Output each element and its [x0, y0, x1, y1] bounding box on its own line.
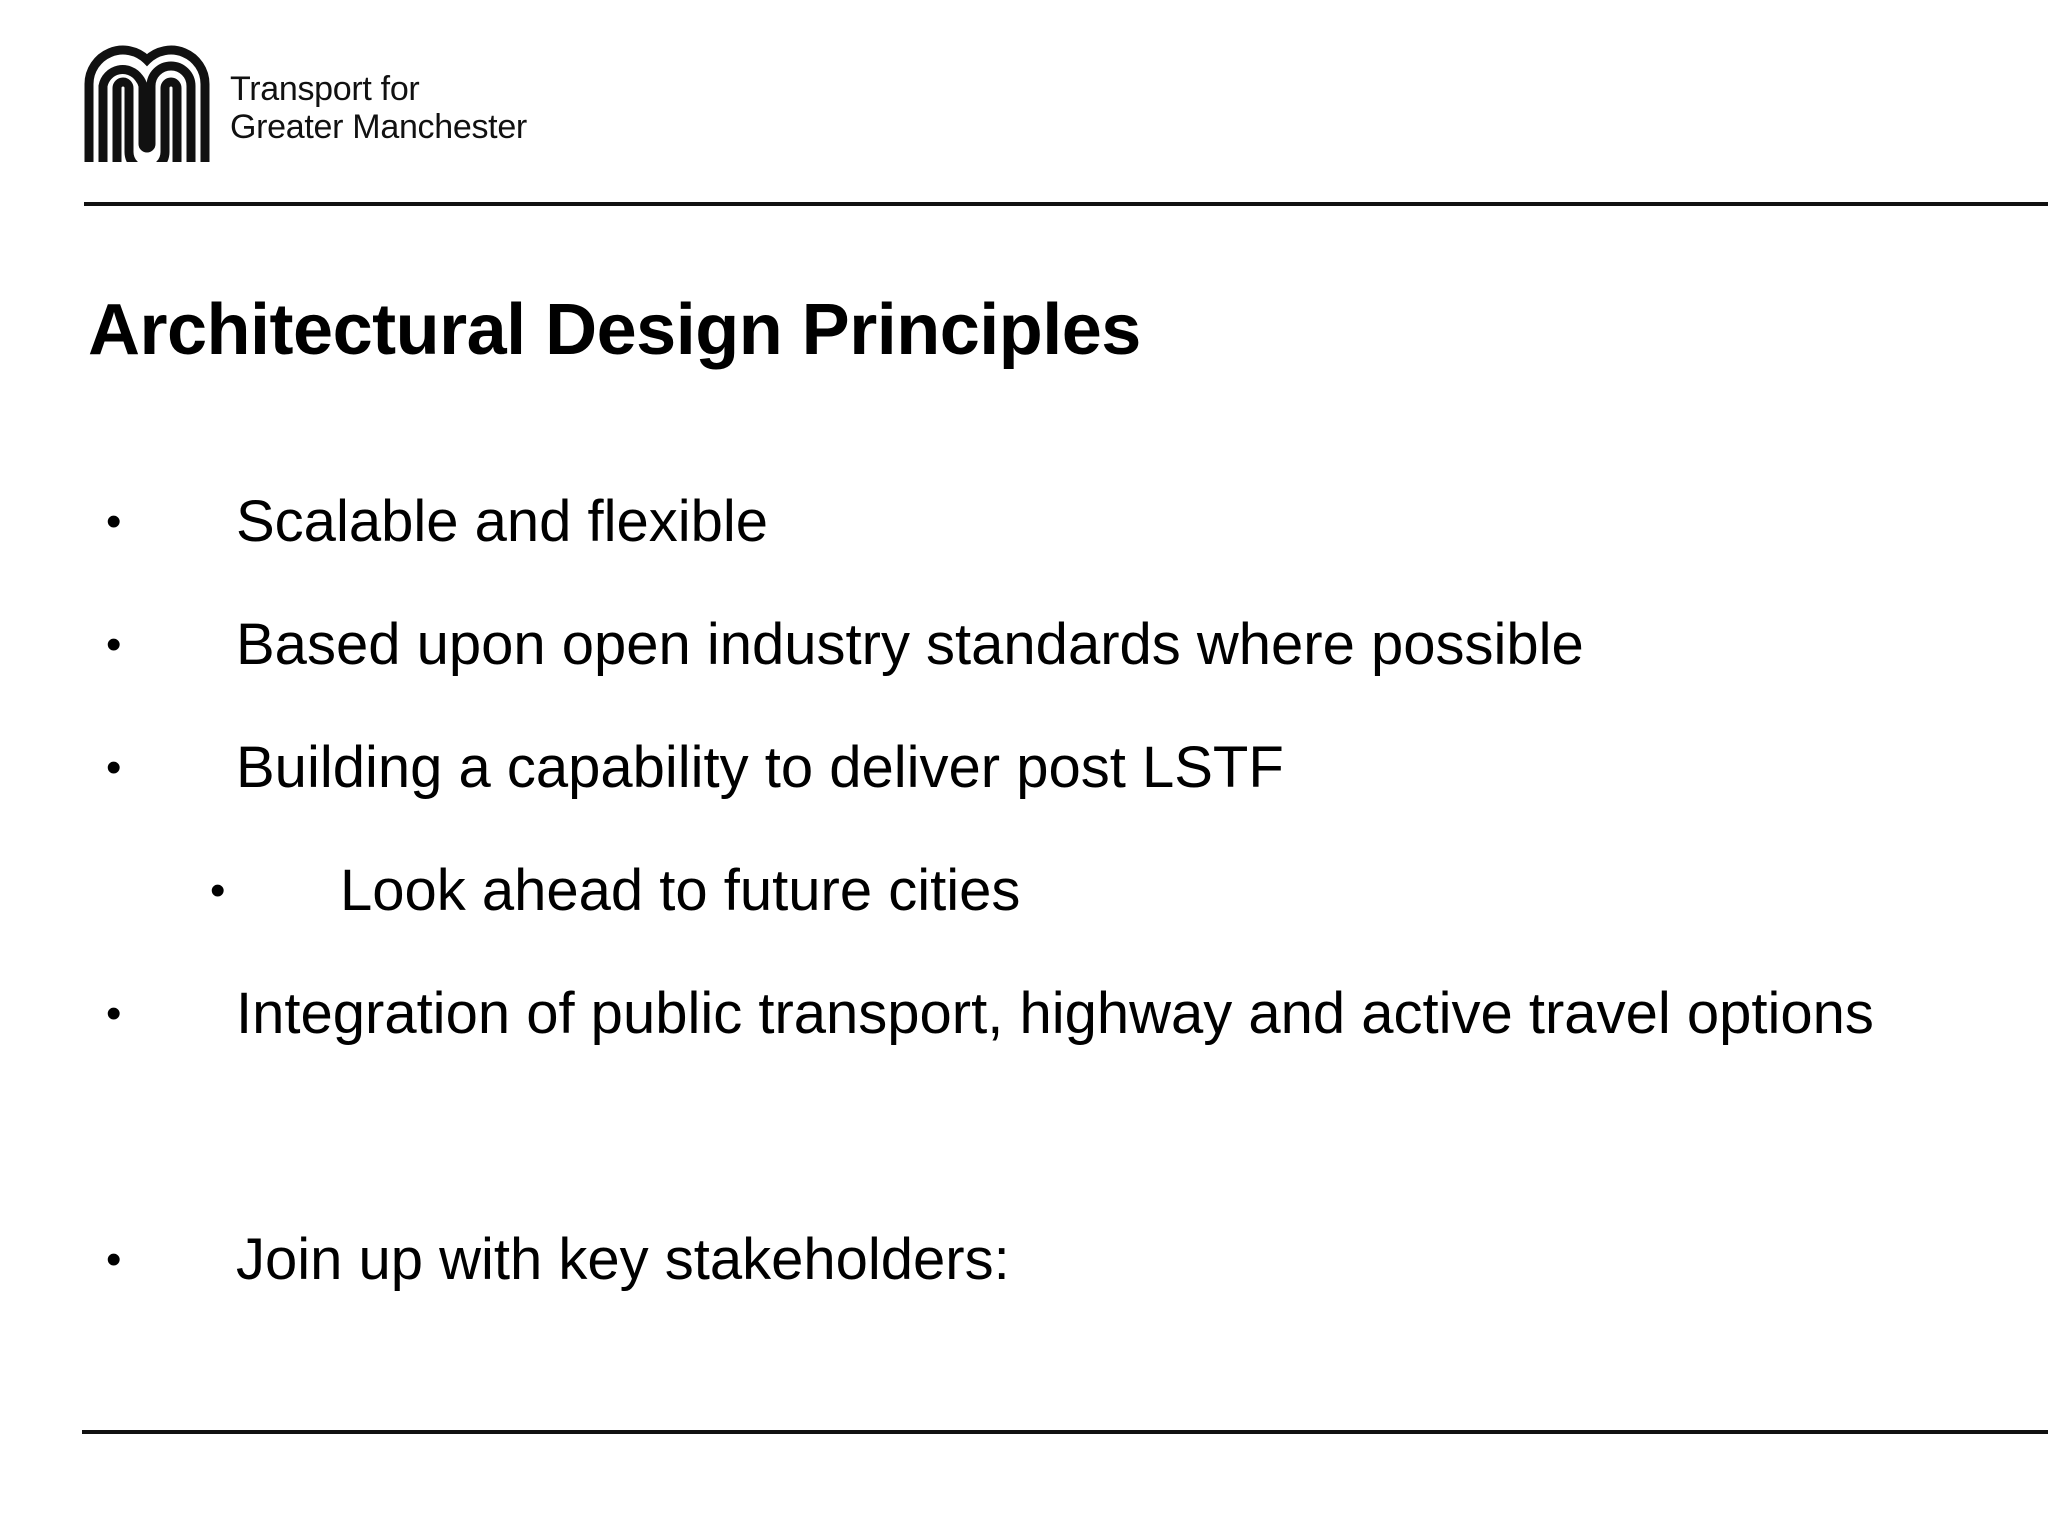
bullet-item [0, 583, 2048, 706]
sub-bullet-item [0, 829, 2048, 952]
bullet-item [0, 1198, 2048, 1321]
top-divider [84, 202, 2048, 206]
logo-wordmark [230, 70, 527, 146]
bullet-item [0, 952, 2048, 1198]
slide-title: Architectural Design Principles [88, 290, 1141, 370]
bullet-item [0, 460, 2048, 583]
bullet-text: Integration of public transport, highway and active travel options [236, 981, 1874, 1046]
bullet-dot-icon: • [210, 866, 226, 915]
tfgm-logo [84, 44, 544, 164]
bottom-divider [82, 1430, 2048, 1434]
bullet-text: Building a capability to deliver post LSTF [236, 735, 1284, 800]
bullet-dot-icon: • [106, 497, 122, 546]
bullet-dot-icon: • [106, 1235, 122, 1284]
bullet-text: Look ahead to future cities [340, 858, 1021, 923]
bullet-dot-icon: • [106, 743, 122, 792]
bullet-text: Based upon open industry standards where possible [236, 612, 1584, 677]
logo-line-2: Greater Manchester [230, 108, 527, 146]
bullet-dot-icon: • [106, 620, 122, 669]
tfgm-m-logo-icon [84, 44, 210, 162]
bullet-text: Join up with key stakeholders: [236, 1227, 1010, 1292]
bullet-text: Scalable and flexible [236, 489, 769, 554]
bullet-dot-icon: • [106, 989, 122, 1038]
bullet-list [0, 460, 2048, 1321]
logo-line-1: Transport for [230, 70, 420, 108]
bullet-item [0, 706, 2048, 829]
